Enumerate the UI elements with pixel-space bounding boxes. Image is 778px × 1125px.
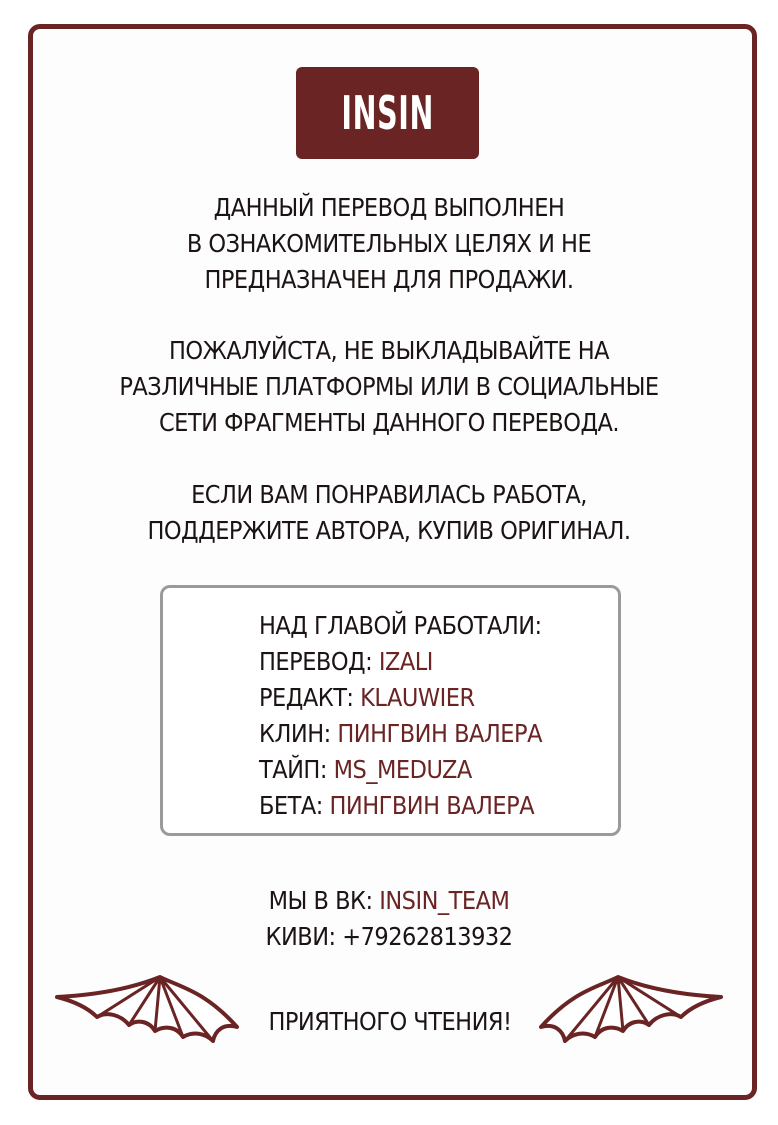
qiwi-number: +79262813932 — [342, 922, 513, 951]
credit-name: IZALI — [378, 647, 433, 676]
bat-wing-right-icon — [538, 975, 723, 1055]
request-line: РАЗЛИЧНЫЕ ПЛАТФОРМЫ ИЛИ В СОЦИАЛЬНЫЕ — [119, 372, 659, 401]
closing-message: ПРИЯТНОГО ЧТЕНИЯ! — [268, 1007, 512, 1036]
credits-heading: НАД ГЛАВОЙ РАБОТАЛИ: — [259, 611, 542, 640]
credit-name: ПИНГВИН ВАЛЕРА — [337, 719, 542, 748]
notice-line: В ОЗНАКОМИТЕЛЬНЫХ ЦЕЛЯХ И НЕ — [186, 229, 592, 258]
qiwi-label: КИВИ: — [265, 922, 336, 951]
credit-role: РЕДАКТ: — [259, 683, 354, 712]
support-line: ЕСЛИ ВАМ ПОНРАВИЛАСЬ РАБОТА, — [191, 480, 587, 509]
credit-role: ПЕРЕВОД: — [259, 647, 373, 676]
credits-box — [160, 585, 621, 836]
request-line: ПОЖАЛУЙСТА, НЕ ВЫКЛАДЫВАЙТЕ НА — [168, 336, 610, 365]
credit-role: БЕТА: — [259, 791, 323, 820]
credit-role: КЛИН: — [259, 719, 331, 748]
credit-editor — [259, 680, 542, 716]
vk-contact — [60, 883, 718, 919]
credit-translation — [259, 644, 542, 680]
qiwi-contact — [60, 919, 718, 955]
vk-label: МЫ В ВК: — [268, 886, 373, 915]
credit-typesetter — [259, 752, 542, 788]
credit-beta — [259, 788, 542, 824]
vk-link[interactable]: INSIN_TEAM — [379, 886, 510, 915]
support-line: ПОДДЕРЖИТЕ АВТОРА, КУПИВ ОРИГИНАЛ. — [147, 516, 631, 545]
credit-name: ПИНГВИН ВАЛЕРА — [329, 791, 535, 820]
notice-line: ПРЕДНАЗНАЧЕН ДЛЯ ПРОДАЖИ. — [204, 265, 574, 294]
credit-cleaner — [259, 716, 542, 752]
request-line: СЕТИ ФРАГМЕНТЫ ДАННОГО ПЕРЕВОДА. — [158, 408, 620, 437]
logo-text: INSIN — [341, 86, 434, 140]
credit-role: ТАЙП: — [259, 755, 327, 784]
support-author — [60, 477, 718, 549]
sharing-request — [60, 333, 718, 441]
credit-name: KLAUWIER — [360, 683, 475, 712]
translation-notice — [60, 190, 718, 298]
insin-logo — [296, 67, 479, 159]
contacts — [60, 883, 718, 955]
notice-line: ДАННЫЙ ПЕРЕВОД ВЫПОЛНЕН — [213, 193, 565, 222]
credit-name: MS_MEDUZA — [333, 755, 472, 784]
